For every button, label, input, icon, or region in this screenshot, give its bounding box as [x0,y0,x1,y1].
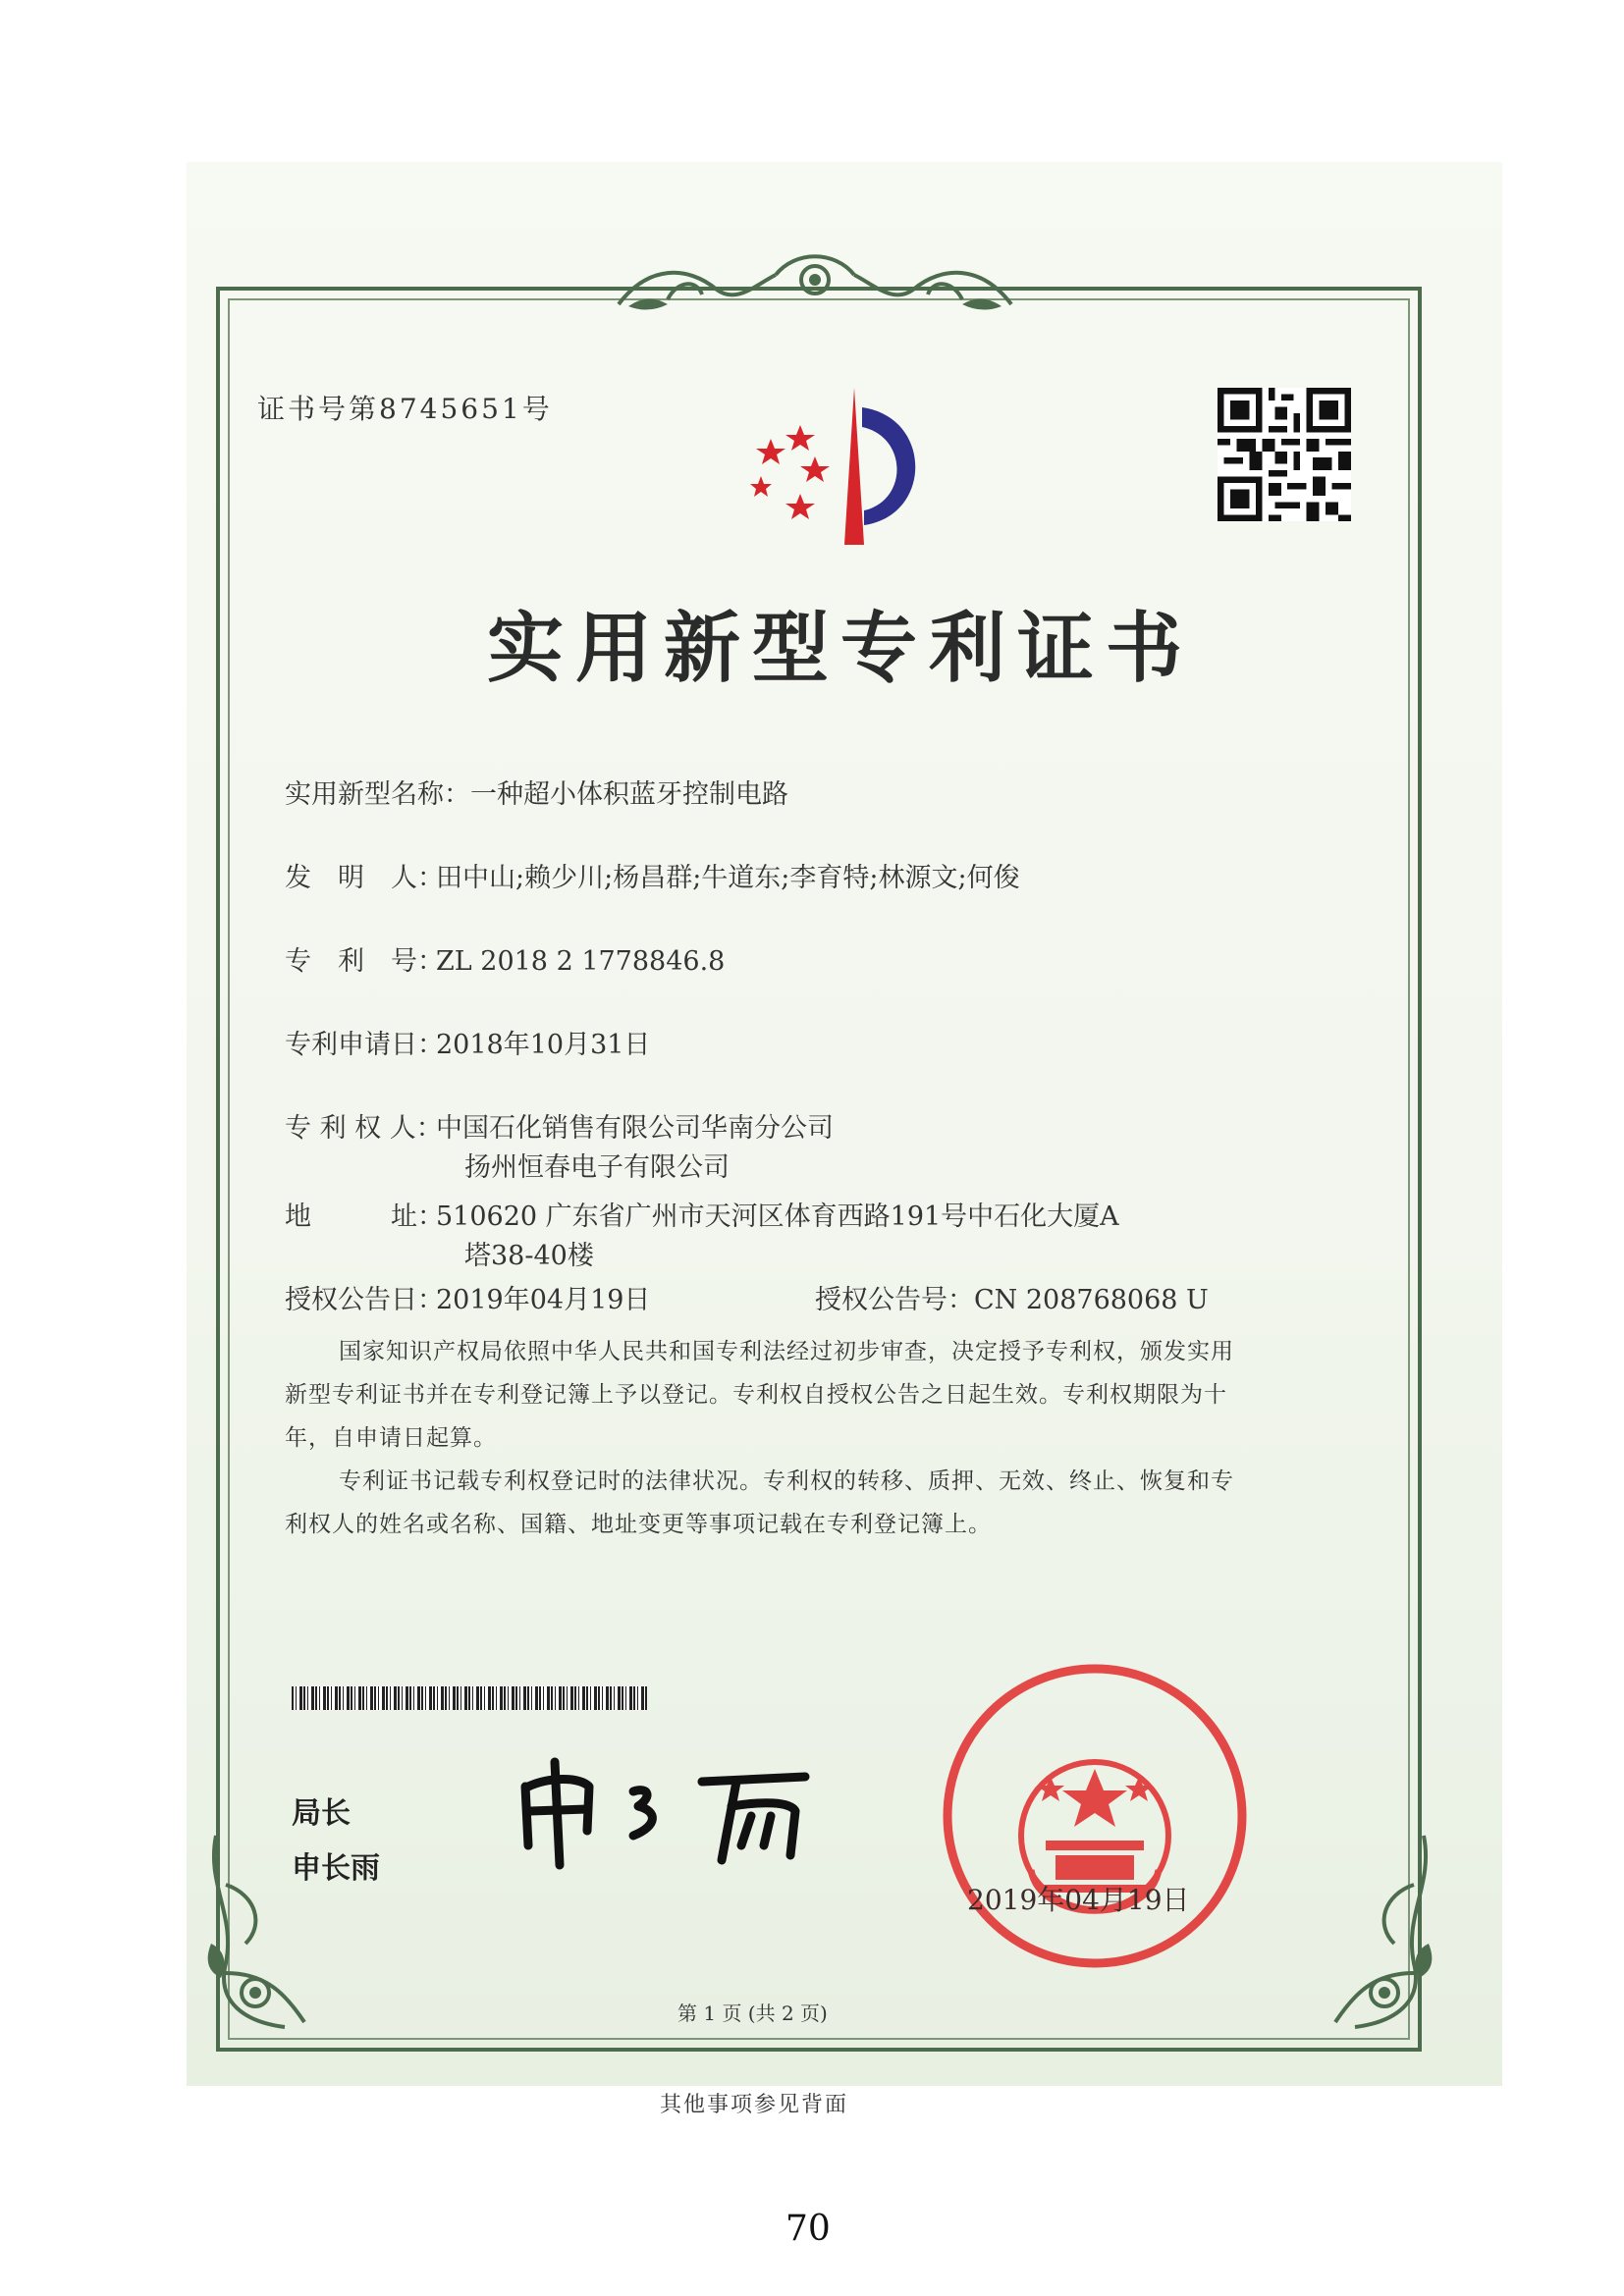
field-value: 田中山;赖少川;杨昌群;牛道东;李育特;林源文;何俊 [436,863,1020,893]
field-label: 实用新型名称： [285,779,470,810]
field-value: ZL 2018 2 1778846.8 [436,946,726,977]
field-label: 授权公告日： [285,1285,444,1315]
bottom-right-ornament-icon [1306,1826,1443,2052]
certificate-title: 实用新型专利证书 [487,604,1195,693]
field-application-date [285,1023,650,1061]
qr-code-icon [1218,388,1351,521]
field-inventors [285,856,1020,894]
statement-paragraph-2-line-1: 专利证书记载专利权登记时的法律状况。专利权的转移、质押、无效、终止、恢复和专 [339,1468,1234,1494]
field-value: CN 208768068 U [974,1285,1209,1315]
field-patent-number [285,939,725,978]
field-grant-date [285,1278,650,1316]
field-label: 专利申请日： [285,1030,444,1060]
certificate-number: 证书号第8745651号 [257,393,553,425]
field-label: 地 址： [285,1201,444,1232]
barcode-icon [292,1686,647,1710]
field-value: 2018年10月31日 [436,1030,651,1060]
field-utility-model-name [285,773,788,811]
field-announcement-number [815,1278,1209,1316]
handwritten-signature-icon [511,1752,825,1870]
field-label: 授权公告号： [815,1285,974,1315]
page-number: 70 [785,2209,831,2249]
signatory-name: 申长雨 [292,1851,380,1886]
statement-paragraph-1-line-1: 国家知识产权局依照中华人民共和国专利法经过初步审查，决定授予专利权，颁发实用 [339,1339,1234,1364]
field-patentee [285,1106,834,1145]
top-ornament-icon [609,245,1021,324]
field-address-line-2: 塔38-40楼 [464,1241,594,1271]
signatory-title: 局长 [292,1796,351,1831]
field-label: 发 明 人： [285,863,444,893]
back-note: 其他事项参见背面 [660,2093,849,2117]
field-value-line: 510620 广东省广州市天河区体育西路191号中石化大厦A [436,1201,1119,1232]
official-seal-icon [933,1659,1257,1973]
field-value: 2019年04月19日 [436,1285,651,1315]
statement-paragraph-1-line-3: 年，自申请日起算。 [285,1425,497,1451]
field-address [285,1195,1119,1233]
field-patentee-line-2: 扬州恒春电子有限公司 [464,1152,730,1183]
page-info: 第 1 页 (共 2 页) [677,2002,828,2025]
field-value-line: 中国石化销售有限公司华南分公司 [436,1113,834,1144]
statement-paragraph-2-line-2: 利权人的姓名或名称、国籍、地址变更等事项记载在专利登记簿上。 [285,1512,992,1537]
patent-office-logo-icon [707,378,933,555]
field-value: 一种超小体积蓝牙控制电路 [470,779,788,810]
seal-date: 2019年04月19日 [967,1884,1190,1916]
field-label: 专 利 号： [285,946,444,977]
statement-paragraph-1-line-2: 新型专利证书并在专利登记簿上予以登记。专利权自授权公告之日起生效。专利权期限为十 [285,1382,1227,1408]
field-label: 专 利 权 人： [285,1113,443,1144]
